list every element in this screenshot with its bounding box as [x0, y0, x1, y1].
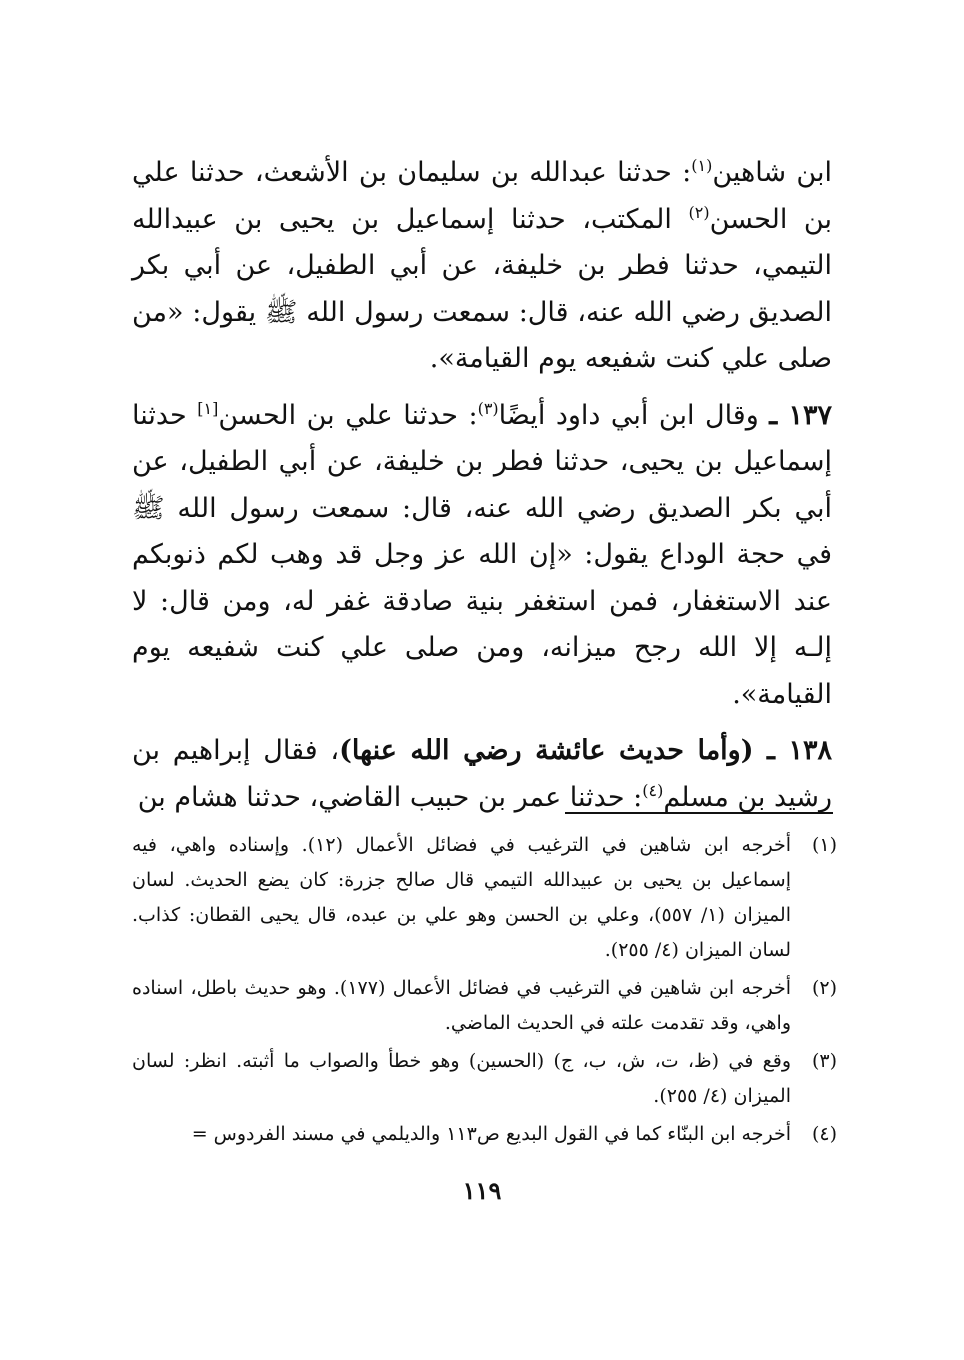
- footnote: [132, 971, 837, 1041]
- footnote-ref-3: (٣): [477, 398, 499, 418]
- footnote-ref-1: (١): [691, 156, 713, 175]
- footnote-number: (٤): [811, 1123, 837, 1145]
- footnote-number: (١): [811, 834, 837, 856]
- text-run: : حدثنا عمر بن حبيب القاضي، حدثنا هشام بن: [137, 781, 643, 813]
- paragraph-138: [132, 728, 832, 821]
- footnote-text: أخرجه ابن شاهين في الترغيب في فضائل الأعمال (١٢). وإسناده واهي، فيه إسماعيل بن يحيى بن عبيدالله التيمي قال صالح جزرة: كان يضع الحديث. لسان الميزان (١/ ٥٥٧)، وعلي بن الحسن وهو علي بن عبده، قال يحيى القطان: كذاب. لسان الميزان (٤/ ٢٥٥).: [132, 834, 791, 961]
- main-text: [132, 150, 832, 831]
- footnote-ref-2: (٢): [688, 202, 710, 222]
- footnote-number: (٢): [811, 977, 837, 999]
- hadith-number: ١٣٧ ـ: [769, 399, 832, 431]
- text-run: ، فقال إبراهيم بن رشيد بن مسلم: [132, 735, 832, 813]
- text-run: المكتب، حدثنا إسماعيل بن يحيى بن عبيدالله التيمي، حدثنا فطر بن خليفة، عن أبي الطفيل، عن أبي بكر الصديق رضي الله عنه، قال: سمعت رسول الله ﷺ يقول: «من صلى علي كنت شفيعه يوم القيامة».: [132, 203, 832, 374]
- paragraph-137: [132, 393, 832, 719]
- text-run: حدثنا إسماعيل بن يحيى، حدثنا فطر بن خليفة، عن أبي الطفيل، عن أبي بكر الصديق رضي الله عنه، قال: سمعت رسول الله ﷺ في حجة الوداع يقول: «إن الله عز وجل قد وهب لكم ذنوبكم عند الاستغفار، فمن استغفر بنية صادقة غفر له، ومن قال: لا إلـه إلا الله رجح ميزانه، ومن صلى علي كنت شفيعه يوم القيامة».: [132, 399, 832, 710]
- section-heading: (وأما حديث عائشة رضي الله عنها): [339, 735, 768, 766]
- text-run: وقال ابن أبي داود أيضًا: [498, 399, 770, 431]
- footnote-text: وقع في (ظ، ت، ش، ب، ج) (الحسين) وهو خطأ والصواب ما أثبته. انظر: لسان الميزان (٤/ ٢٥٥).: [132, 1050, 791, 1107]
- footnote: [132, 1117, 837, 1152]
- text-run: : حدثنا علي بن الحسن: [218, 399, 478, 431]
- footnote-text: أخرجه ابن شاهين في الترغيب في فضائل الأعمال (١٧٧). وهو حديث باطل، اسناده واهي، وقد تقدمت علته في الحديث الماضي.: [132, 977, 791, 1034]
- footnote: [132, 828, 837, 968]
- footnote-ref-4: (٤): [642, 780, 664, 800]
- footnotes: [132, 828, 837, 1155]
- editor-note-ref-1: [١]: [197, 398, 219, 418]
- hadith-number: ١٣٨ ـ: [767, 735, 832, 766]
- footnote: [132, 1044, 837, 1114]
- paragraph-1: [132, 150, 832, 383]
- footnote-separator: [565, 812, 833, 814]
- footnote-text: أخرجه ابن البنّاء كما في القول البديع ص١١٣ والديلمي في مسند الفردوس =: [191, 1123, 791, 1145]
- page-number: ١١٩: [462, 1176, 502, 1205]
- footnote-number: (٣): [811, 1050, 837, 1072]
- text-run: ابن شاهين: [712, 157, 832, 188]
- text-run: : حدثنا عبدالله بن سليمان بن الأشعث، حدثنا علي بن الحسن: [132, 157, 832, 235]
